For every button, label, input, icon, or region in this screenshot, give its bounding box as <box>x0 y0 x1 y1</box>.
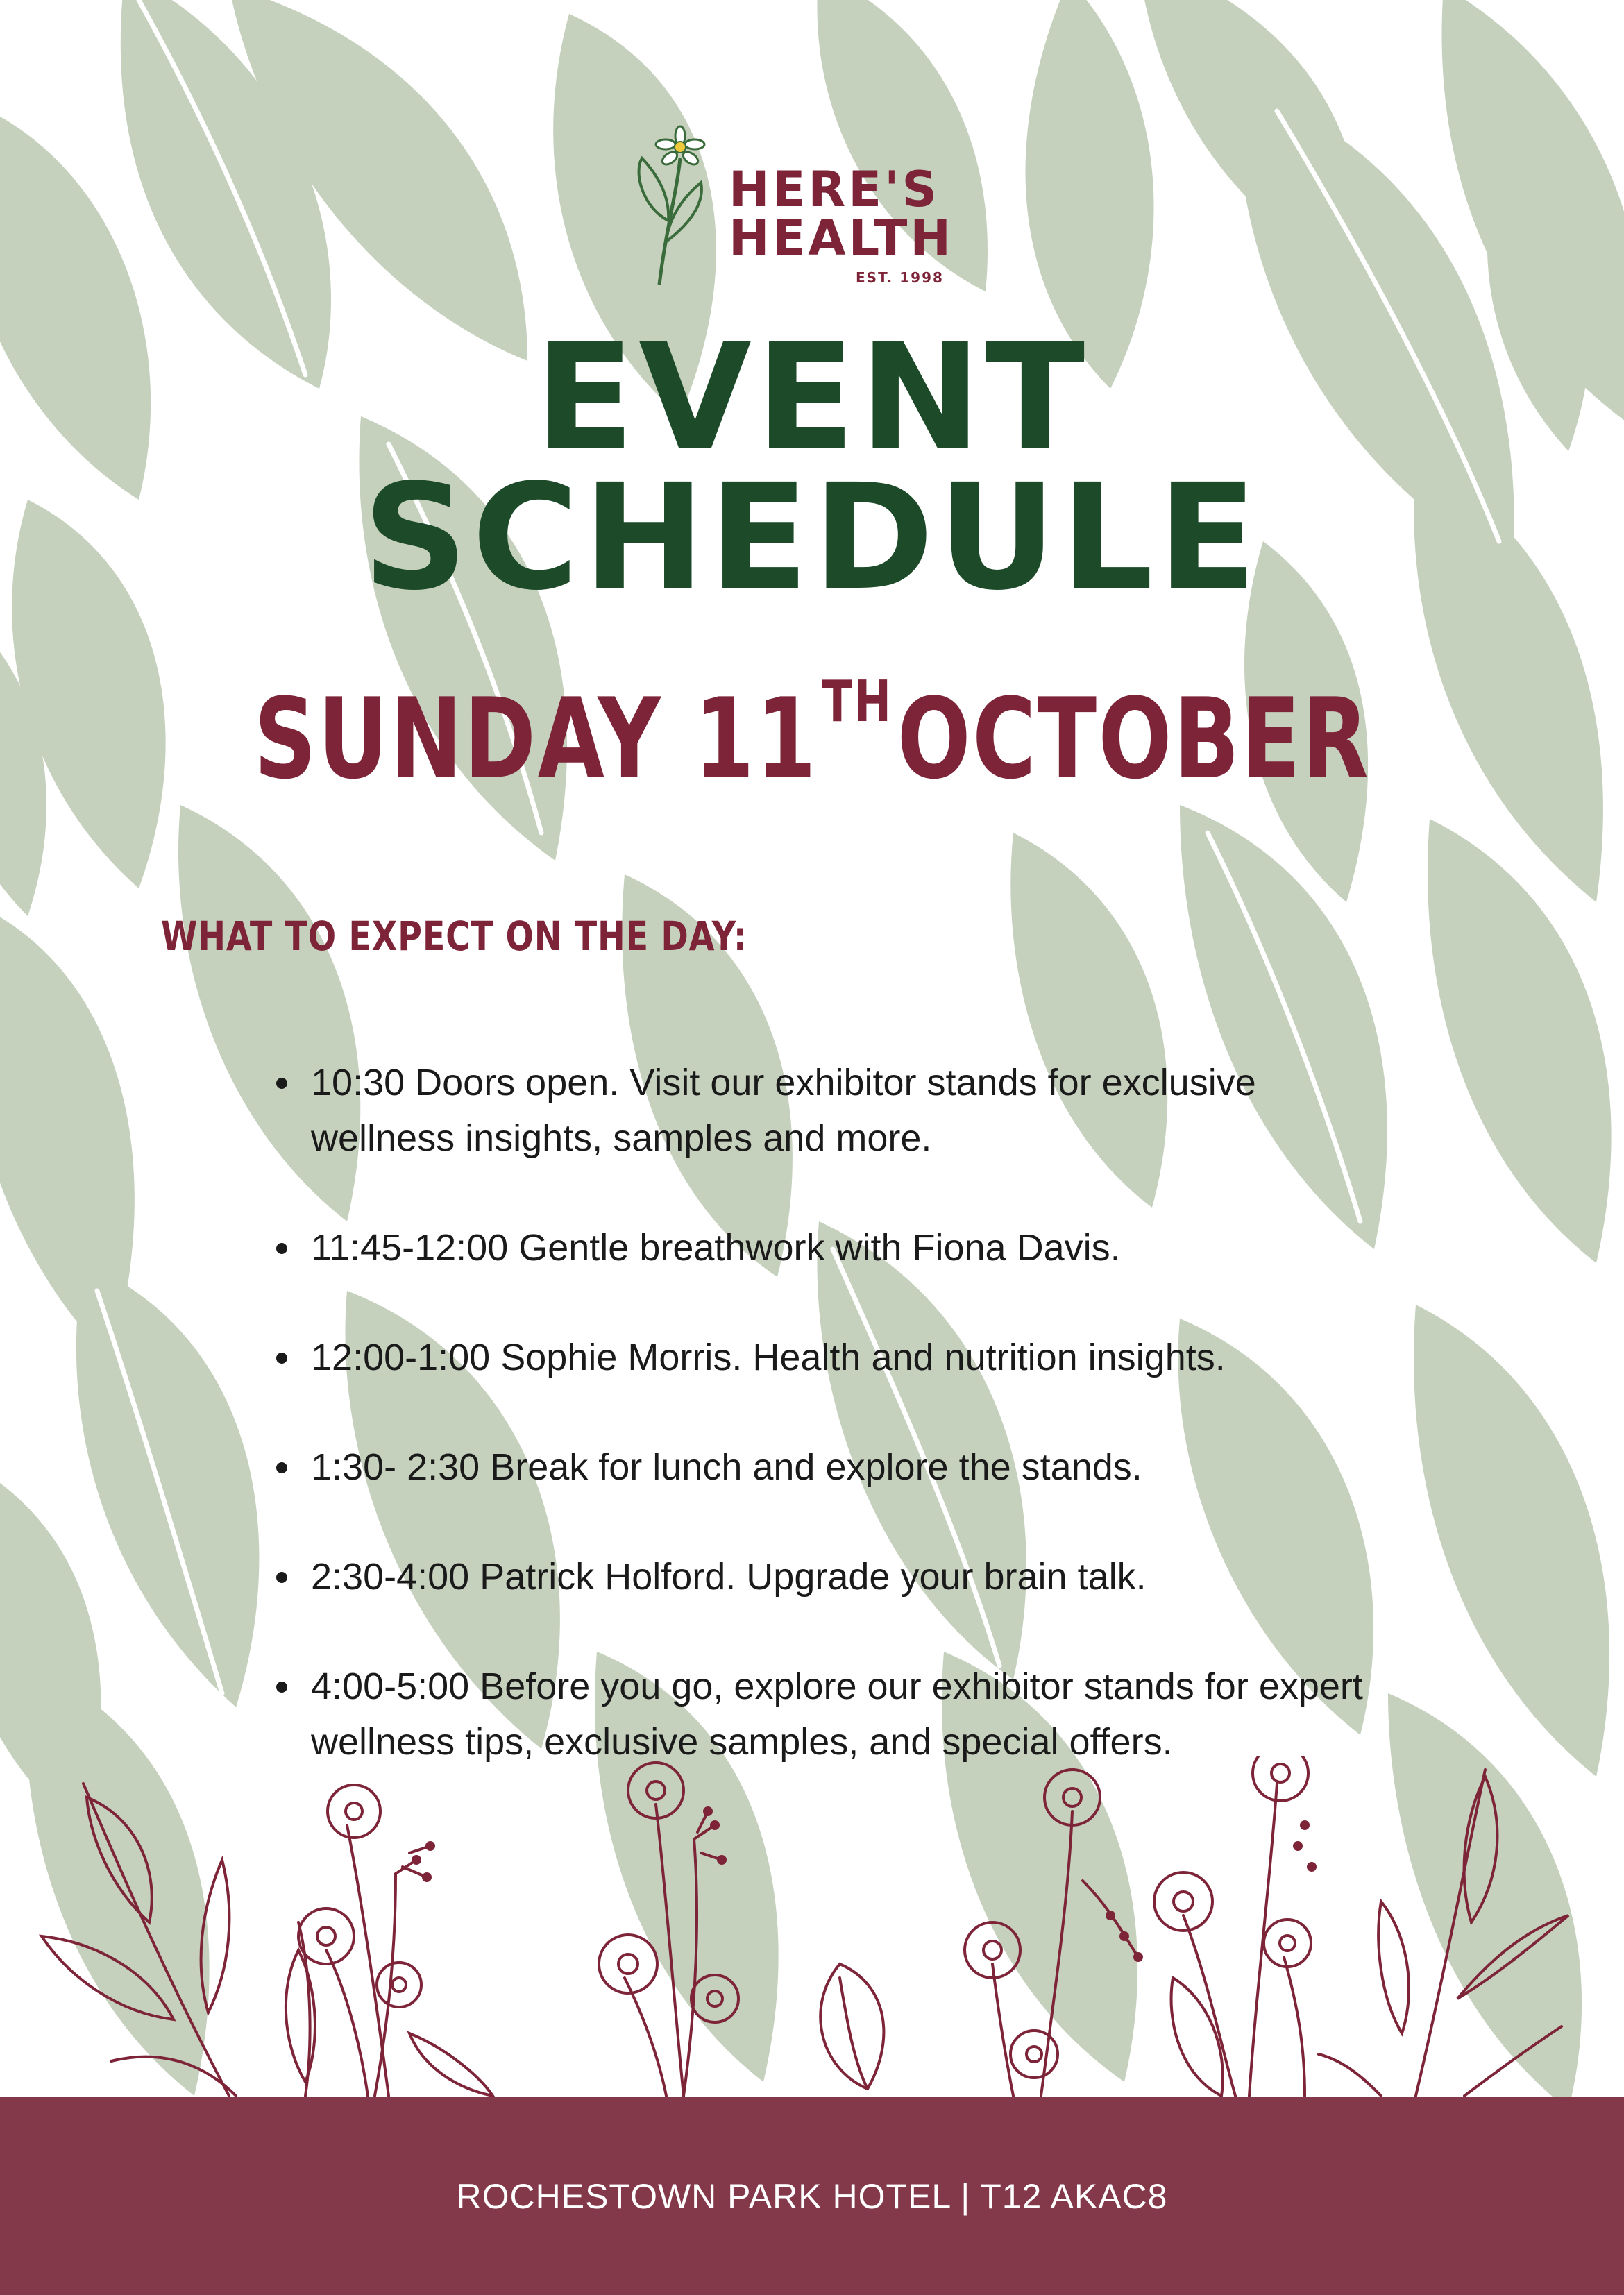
brand-name-line-1: HERE'S <box>729 161 940 218</box>
brand-name-line-2: HEALTH <box>729 210 954 266</box>
schedule-item: 1:30- 2:30 Break for lunch and explore the stands. <box>305 1439 1402 1495</box>
title-line-1: EVENT <box>534 312 1090 482</box>
schedule-item: 12:00-1:00 Sophie Morris. Health and nutrition insights. <box>305 1330 1402 1385</box>
footer-bar <box>0 2097 1624 2295</box>
date-day: SUNDAY 11 <box>253 674 818 804</box>
schedule-list <box>305 1055 1402 1824</box>
brand-logo <box>628 124 975 297</box>
schedule-item: 11:45-12:00 Gentle breathwork with Fiona Davis. <box>305 1220 1402 1276</box>
flower-logo-icon <box>628 124 725 290</box>
date-suffix: TH <box>822 669 893 735</box>
brand-established: EST. 1998 <box>856 269 944 286</box>
venue-address: ROCHESTOWN PARK HOTEL | T12 AKAC8 <box>456 2176 1168 2216</box>
title-line-2: SCHEDULE <box>362 452 1262 623</box>
section-heading: WHAT TO EXPECT ON THE DAY: <box>161 913 747 960</box>
date-month: OCTOBER <box>897 674 1371 804</box>
schedule-item: 4:00-5:00 Before you go, explore our exhibitor stands for expert wellness tips, exclusive samples, and special offers. <box>305 1659 1402 1770</box>
event-date <box>0 669 1624 804</box>
schedule-item: 10:30 Doors open. Visit our exhibitor stands for exclusive wellness insights, samples and more. <box>305 1055 1402 1166</box>
schedule-item: 2:30-4:00 Patrick Holford. Upgrade your brain talk. <box>305 1549 1402 1604</box>
